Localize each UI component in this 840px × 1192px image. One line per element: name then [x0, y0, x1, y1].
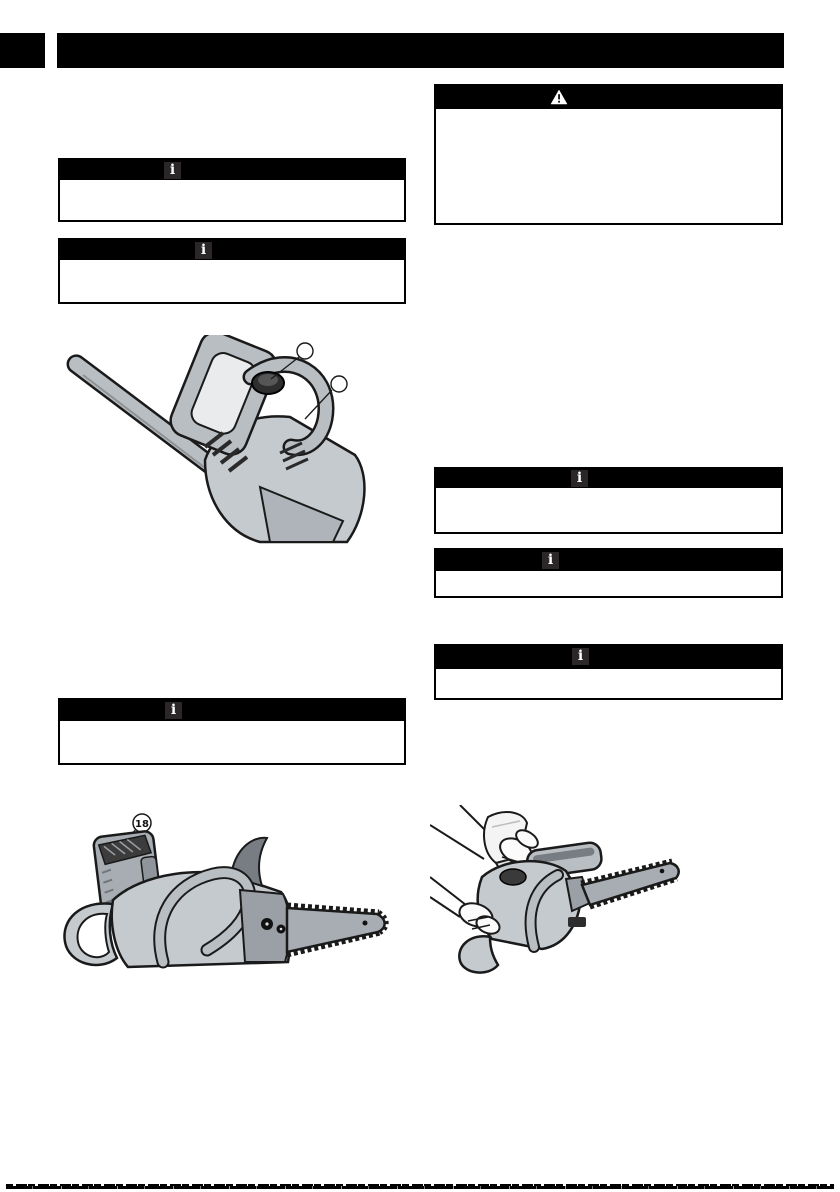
info-icon: i: [572, 648, 589, 665]
bar-tip-hole: [660, 869, 665, 874]
note-box-header: [60, 240, 404, 260]
note-box-header: [436, 646, 781, 669]
oil-tank-opening: [500, 869, 526, 885]
note-box-header: [436, 469, 781, 488]
warning-box: [434, 84, 783, 225]
warning-box-header: [436, 86, 781, 109]
note-box: [434, 548, 783, 598]
battery-insert-illustration: [55, 810, 400, 987]
note-box: [434, 644, 783, 700]
header-left-block: [0, 33, 45, 68]
rear-handle: [64, 903, 117, 964]
note-box: [58, 698, 406, 765]
info-icon: i: [571, 470, 588, 487]
note-box-body: [436, 669, 781, 677]
note-box-body: [60, 180, 404, 188]
info-icon: i: [164, 162, 181, 179]
note-box-body: [436, 488, 781, 496]
warning-box-body: [436, 109, 781, 117]
info-icon: i: [165, 702, 182, 719]
brand-logo: [568, 917, 586, 927]
chainsaw-closeup-illustration: [55, 335, 370, 545]
rear-handle: [459, 936, 498, 972]
info-icon: i: [542, 552, 559, 569]
bar-tip-hole: [363, 921, 368, 926]
info-icon: i: [195, 242, 212, 259]
page-footer-rule: [6, 1184, 834, 1189]
sprocket-cover: [240, 890, 289, 962]
note-box-body: [60, 721, 404, 729]
guide-bar: [287, 905, 387, 955]
footer-baseline: [6, 1186, 834, 1189]
oil-cap: [252, 372, 284, 394]
note-box: [58, 238, 406, 304]
note-box-header: [60, 160, 404, 180]
note-box-body: [436, 571, 781, 579]
note-box-body: [60, 260, 404, 268]
warning-icon: [550, 89, 568, 105]
oil-fill-illustration: [430, 805, 690, 980]
note-box-header: [436, 550, 781, 571]
note-box: [434, 467, 783, 534]
note-box: [58, 158, 406, 222]
callout-18-label: 18: [135, 819, 149, 830]
section-title-bar: [57, 33, 784, 68]
note-box-header: [60, 700, 404, 721]
